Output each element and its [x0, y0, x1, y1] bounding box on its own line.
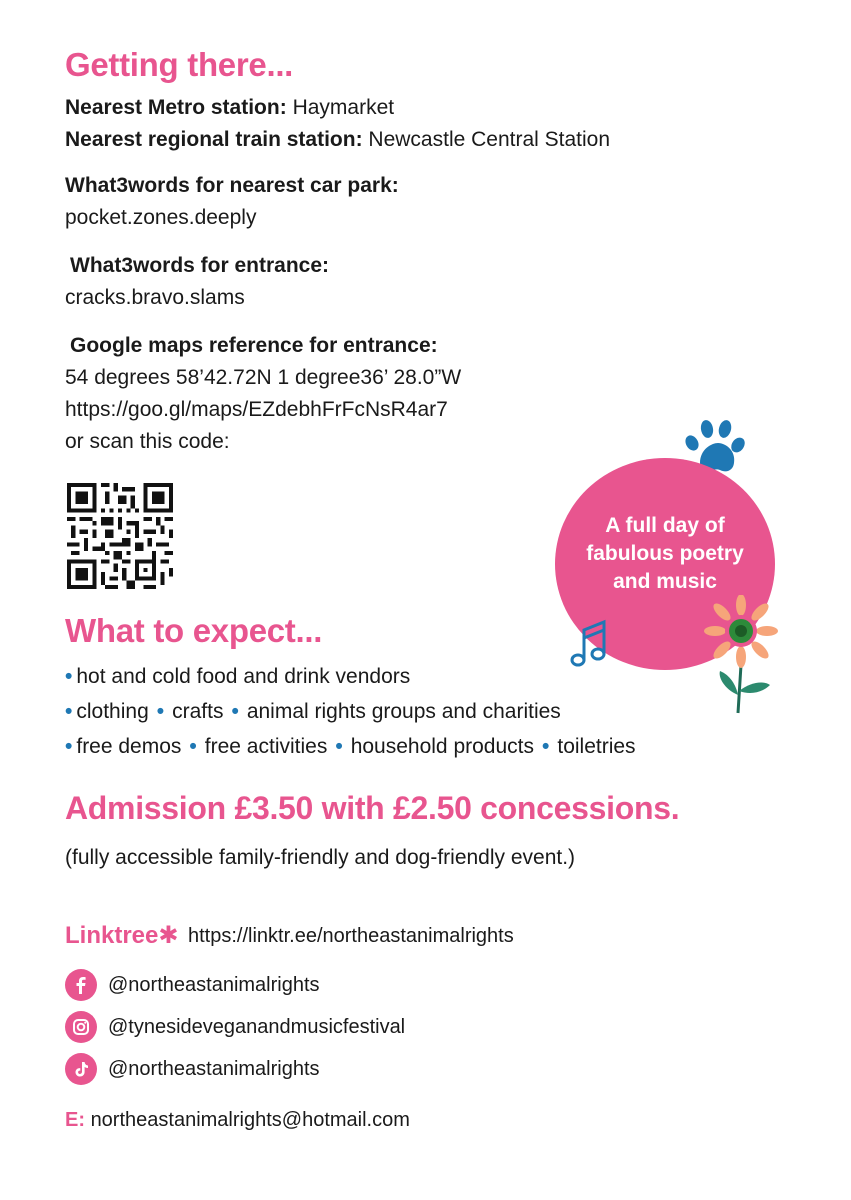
- scan-text: or scan this code:: [65, 430, 230, 453]
- email-label: E:: [65, 1109, 85, 1131]
- instagram-icon[interactable]: [65, 1011, 97, 1043]
- linktree-logo-text: Linktree: [65, 922, 159, 949]
- facebook-handle[interactable]: @northeastanimalrights: [108, 974, 320, 996]
- email-address[interactable]: northeastanimalrights@hotmail.com: [90, 1109, 410, 1131]
- google-coords: 54 degrees 58’42.72N 1 degree36’ 28.0”W: [65, 366, 462, 389]
- expect-line-2: • clothing • crafts • animal rights groups and charities: [65, 700, 561, 723]
- carpark-value: pocket.zones.deeply: [65, 206, 257, 229]
- train-line: [65, 124, 610, 156]
- tiktok-handle[interactable]: @northeastanimalrights: [108, 1058, 320, 1080]
- admission-heading: Admission £3.50 with £2.50 concessions.: [65, 790, 680, 826]
- train-value: Newcastle Central Station: [368, 128, 611, 151]
- admission-note: (fully accessible family-friendly and dog-friendly event.): [65, 846, 576, 869]
- tiktok-icon[interactable]: [65, 1053, 97, 1085]
- what-to-expect-heading: What to expect...: [65, 612, 323, 649]
- instagram-handle[interactable]: @tynesideveganandmusicfestival: [108, 1016, 406, 1038]
- metro-line: [65, 92, 394, 124]
- flower-icon: [700, 595, 782, 715]
- expect-item: toiletries: [557, 735, 636, 758]
- expect-line-1: • hot and cold food and drink vendors: [65, 665, 411, 688]
- linktree-asterisk-icon: ✱: [158, 922, 179, 949]
- linktree-logo[interactable]: [65, 920, 178, 952]
- train-label: Nearest regional train station:: [65, 128, 363, 151]
- expect-item: free demos: [76, 735, 182, 758]
- email-line: [65, 1104, 410, 1136]
- expect-item: clothing: [76, 700, 149, 723]
- entrance-value: cracks.bravo.slams: [65, 286, 245, 309]
- google-label: Google maps reference for entrance:: [70, 334, 438, 357]
- expect-item: hot and cold food and drink vendors: [76, 665, 411, 688]
- expect-item: free activities: [204, 735, 328, 758]
- carpark-label: What3words for nearest car park:: [65, 174, 399, 197]
- metro-label: Nearest Metro station:: [65, 96, 287, 119]
- entrance-label: What3words for entrance:: [70, 254, 330, 277]
- metro-value: Haymarket: [292, 96, 395, 119]
- expect-item: crafts: [172, 700, 224, 723]
- facebook-icon[interactable]: [65, 969, 97, 1001]
- badge-text: A full day of fabulous poetry and music: [586, 514, 744, 593]
- expect-item: animal rights groups and charities: [246, 700, 561, 723]
- expect-item: household products: [350, 735, 534, 758]
- music-notes-icon: [568, 618, 610, 670]
- expect-line-3: • free demos • free activities • household products • toiletries: [65, 735, 636, 758]
- google-url[interactable]: https://goo.gl/maps/EZdebhFrFcNsR4ar7: [65, 398, 448, 421]
- linktree-url[interactable]: https://linktr.ee/northeastanimalrights: [188, 925, 514, 947]
- getting-there-heading: Getting there...: [65, 46, 294, 83]
- qr-code[interactable]: [67, 483, 173, 589]
